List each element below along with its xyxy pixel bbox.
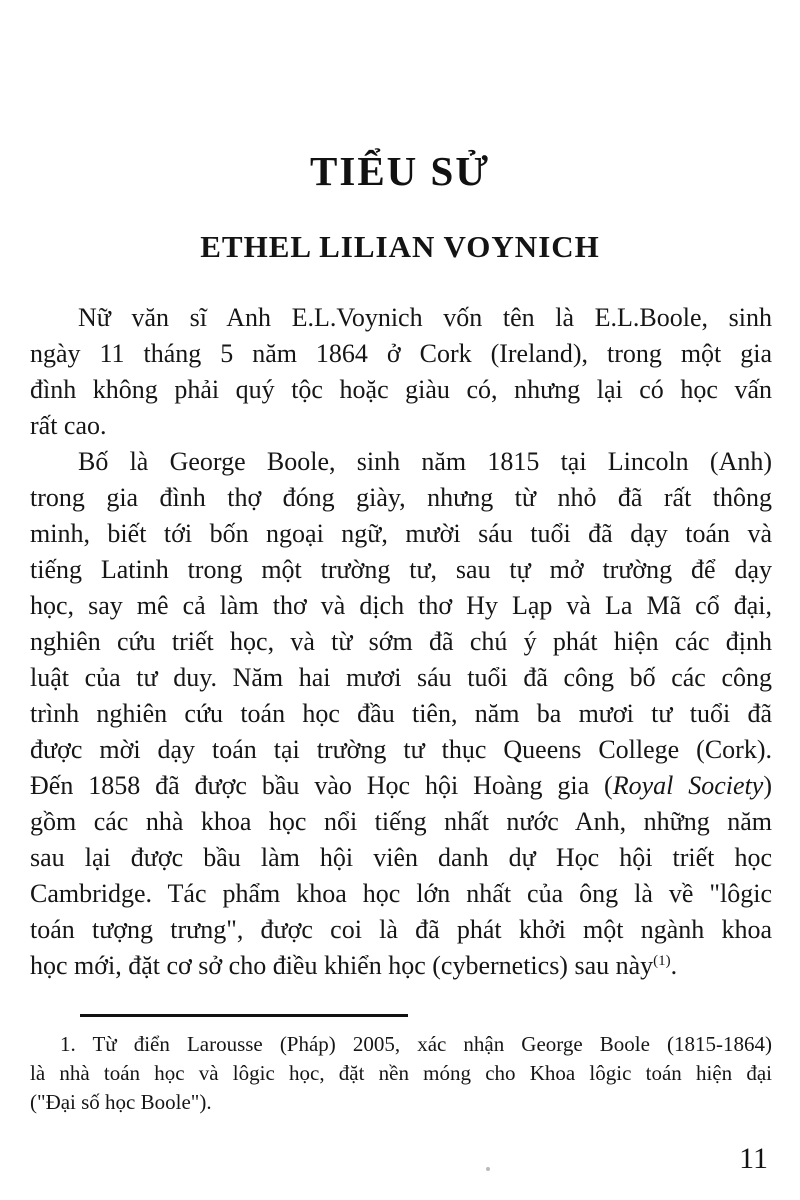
body-text-segment: . <box>670 951 678 980</box>
body-line: trong gia đình thợ đóng giày, nhưng từ nhỏ đã rất thông <box>30 483 772 512</box>
body-line: luật của tư duy. Năm hai mươi sáu tuổi đã công bố các công <box>30 663 772 692</box>
paragraph-2 <box>30 444 772 984</box>
body-line: Cambridge. Tác phẩm khoa học lớn nhất của ông là về "lôgic <box>30 879 772 908</box>
body-line: đình không phải quý tộc hoặc giàu có, nhưng lại có học vấn <box>30 375 772 404</box>
body-line: gồm các nhà khoa học nổi tiếng nhất nước Anh, những năm <box>30 807 772 836</box>
paragraph-1 <box>30 300 772 444</box>
body-line: rất cao. <box>30 411 107 440</box>
footnote-line: 1. Từ điển Larousse (Pháp) 2005, xác nhận George Boole (1815-1864) <box>60 1032 772 1056</box>
page-title: TIỂU SỬ <box>310 148 490 194</box>
footnote-line: ("Đại số học Boole"). <box>30 1090 212 1114</box>
body-line-with-footnote-ref <box>30 948 772 984</box>
body-line: Nữ văn sĩ Anh E.L.Voynich vốn tên là E.L.Boole, sinh <box>78 303 772 332</box>
scan-artifact-dot <box>486 1167 490 1171</box>
footnote-divider <box>80 1014 408 1017</box>
footnote-line: là nhà toán học và lôgic học, đặt nền móng cho Khoa lôgic toán hiện đại <box>30 1061 772 1085</box>
body-line: Bố là George Boole, sinh năm 1815 tại Lincoln (Anh) <box>78 447 772 476</box>
footnote-reference: (1) <box>653 953 671 969</box>
footnote <box>30 1030 772 1117</box>
body-text-segment: Đến 1858 đã được bầu vào Học hội Hoàng gia ( <box>30 771 613 800</box>
body-text-segment: học mới, đặt cơ sở cho điều khiển học (cybernetics) sau này <box>30 951 654 980</box>
body-line: toán tượng trưng", được coi là đã phát khởi một ngành khoa <box>30 915 772 944</box>
body-text-segment: ) <box>763 771 772 800</box>
body-line: trình nghiên cứu toán học đầu tiên, năm ba mươi tư tuổi đã <box>30 699 772 728</box>
body-line: được mời dạy toán tại trường tư thục Queens College (Cork). <box>30 735 772 764</box>
body-line: nghiên cứu triết học, và từ sớm đã chú ý phát hiện các định <box>30 627 772 656</box>
body-line: sau lại được bầu làm hội viên danh dự Học hội triết học <box>30 843 772 872</box>
body-line: tiếng Latinh trong một trường tư, sau tự mở trường để dạy <box>30 555 772 584</box>
body-line: học, say mê cả làm thơ và dịch thơ Hy Lạp và La Mã cổ đại, <box>30 591 772 620</box>
page-number: 11 <box>739 1142 768 1175</box>
body-line-royal-society <box>30 768 772 804</box>
body-line: ngày 11 tháng 5 năm 1864 ở Cork (Ireland), trong một gia <box>30 339 772 368</box>
page-subtitle: ETHEL LILIAN VOYNICH <box>200 229 600 264</box>
italic-royal-society: Royal Society <box>612 771 764 800</box>
body-line: minh, biết tới bốn ngoại ngữ, mười sáu tuổi đã dạy toán và <box>30 519 772 548</box>
body-text <box>30 300 772 984</box>
